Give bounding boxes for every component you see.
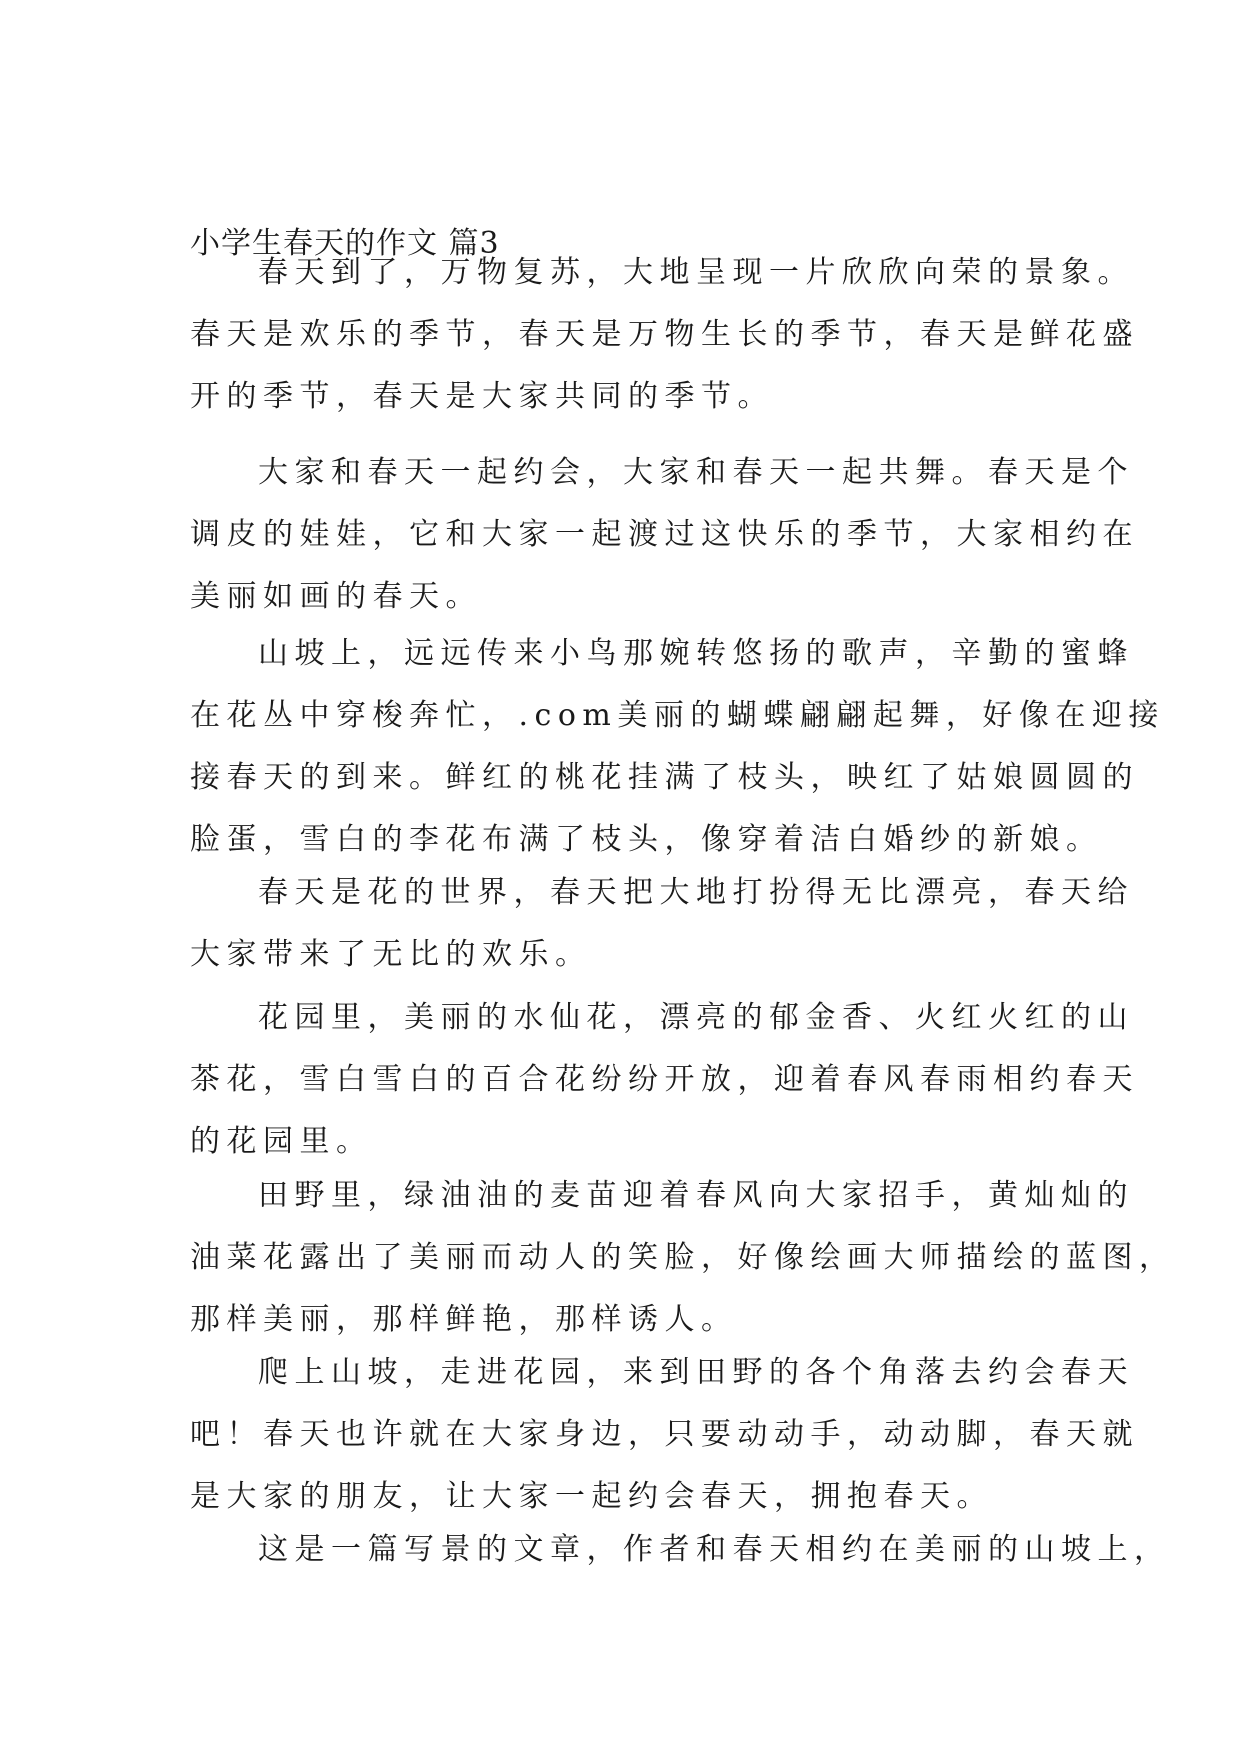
paragraph-line: 是大家的朋友，让大家一起约会春天，拥抱春天。 [190,1479,993,1514]
paragraph-line: 脸蛋，雪白的李花布满了枝头，像穿着洁白婚纱的新娘。 [190,822,1103,857]
paragraph-line: 美丽如画的春天。 [190,579,482,614]
paragraph-line: 这是一篇写景的文章，作者和春天相约在美丽的山坡上， [258,1532,1171,1567]
paragraph-3 [190,623,1165,871]
paragraph-line: 吧！春天也许就在大家身边，只要动动手，动动脚，春天就 [190,1417,1139,1452]
paragraph-line: 接春天的到来。鲜红的桃花挂满了枝头，映红了姑娘圆圆的 [190,760,1139,795]
paragraph-line: 山坡上，远远传来小鸟那婉转悠扬的歌声，辛勤的蜜蜂 [258,636,1134,671]
paragraph-line: 大家带来了无比的欢乐。 [190,937,592,972]
paragraph-line: 在花丛中穿梭奔忙，.com美丽的蝴蝶翩翩起舞，好像在迎接 [190,698,1165,733]
paragraph-2 [190,442,1139,628]
paragraph-line: 田野里，绿油油的麦苗迎着春风向大家招手，黄灿灿的 [258,1178,1134,1213]
paragraph-6 [190,1165,1176,1351]
paragraph-line: 春天是欢乐的季节，春天是万物生长的季节，春天是鲜花盛 [190,317,1139,352]
paragraph-line: 那样美丽，那样鲜艳，那样诱人。 [190,1302,738,1337]
paragraph-7 [190,1342,1139,1528]
paragraph-5 [190,987,1139,1173]
paragraph-line: 油菜花露出了美丽而动人的笑脸，好像绘画大师描绘的蓝图， [190,1240,1176,1275]
paragraph-line: 春天是花的世界，春天把大地打扮得无比漂亮，春天给 [258,875,1134,910]
paragraph-8 [190,1519,1171,1581]
paragraph-1 [190,242,1139,428]
paragraph-line: 的花园里。 [190,1124,373,1159]
paragraph-4 [190,862,1134,986]
paragraph-line: 花园里，美丽的水仙花，漂亮的郁金香、火红火红的山 [258,1000,1134,1035]
paragraph-line: 开的季节，春天是大家共同的季节。 [190,379,774,414]
paragraph-line: 春天到了，万物复苏，大地呈现一片欣欣向荣的景象。 [258,255,1134,290]
paragraph-line: 茶花，雪白雪白的百合花纷纷开放，迎着春风春雨相约春天 [190,1062,1139,1097]
paragraph-line: 爬上山坡，走进花园，来到田野的各个角落去约会春天 [258,1355,1134,1390]
paragraph-line: 大家和春天一起约会，大家和春天一起共舞。春天是个 [258,455,1134,490]
document-title: 小学生春天的作文 篇3 [190,226,500,261]
paragraph-line: 调皮的娃娃，它和大家一起渡过这快乐的季节，大家相约在 [190,517,1139,552]
